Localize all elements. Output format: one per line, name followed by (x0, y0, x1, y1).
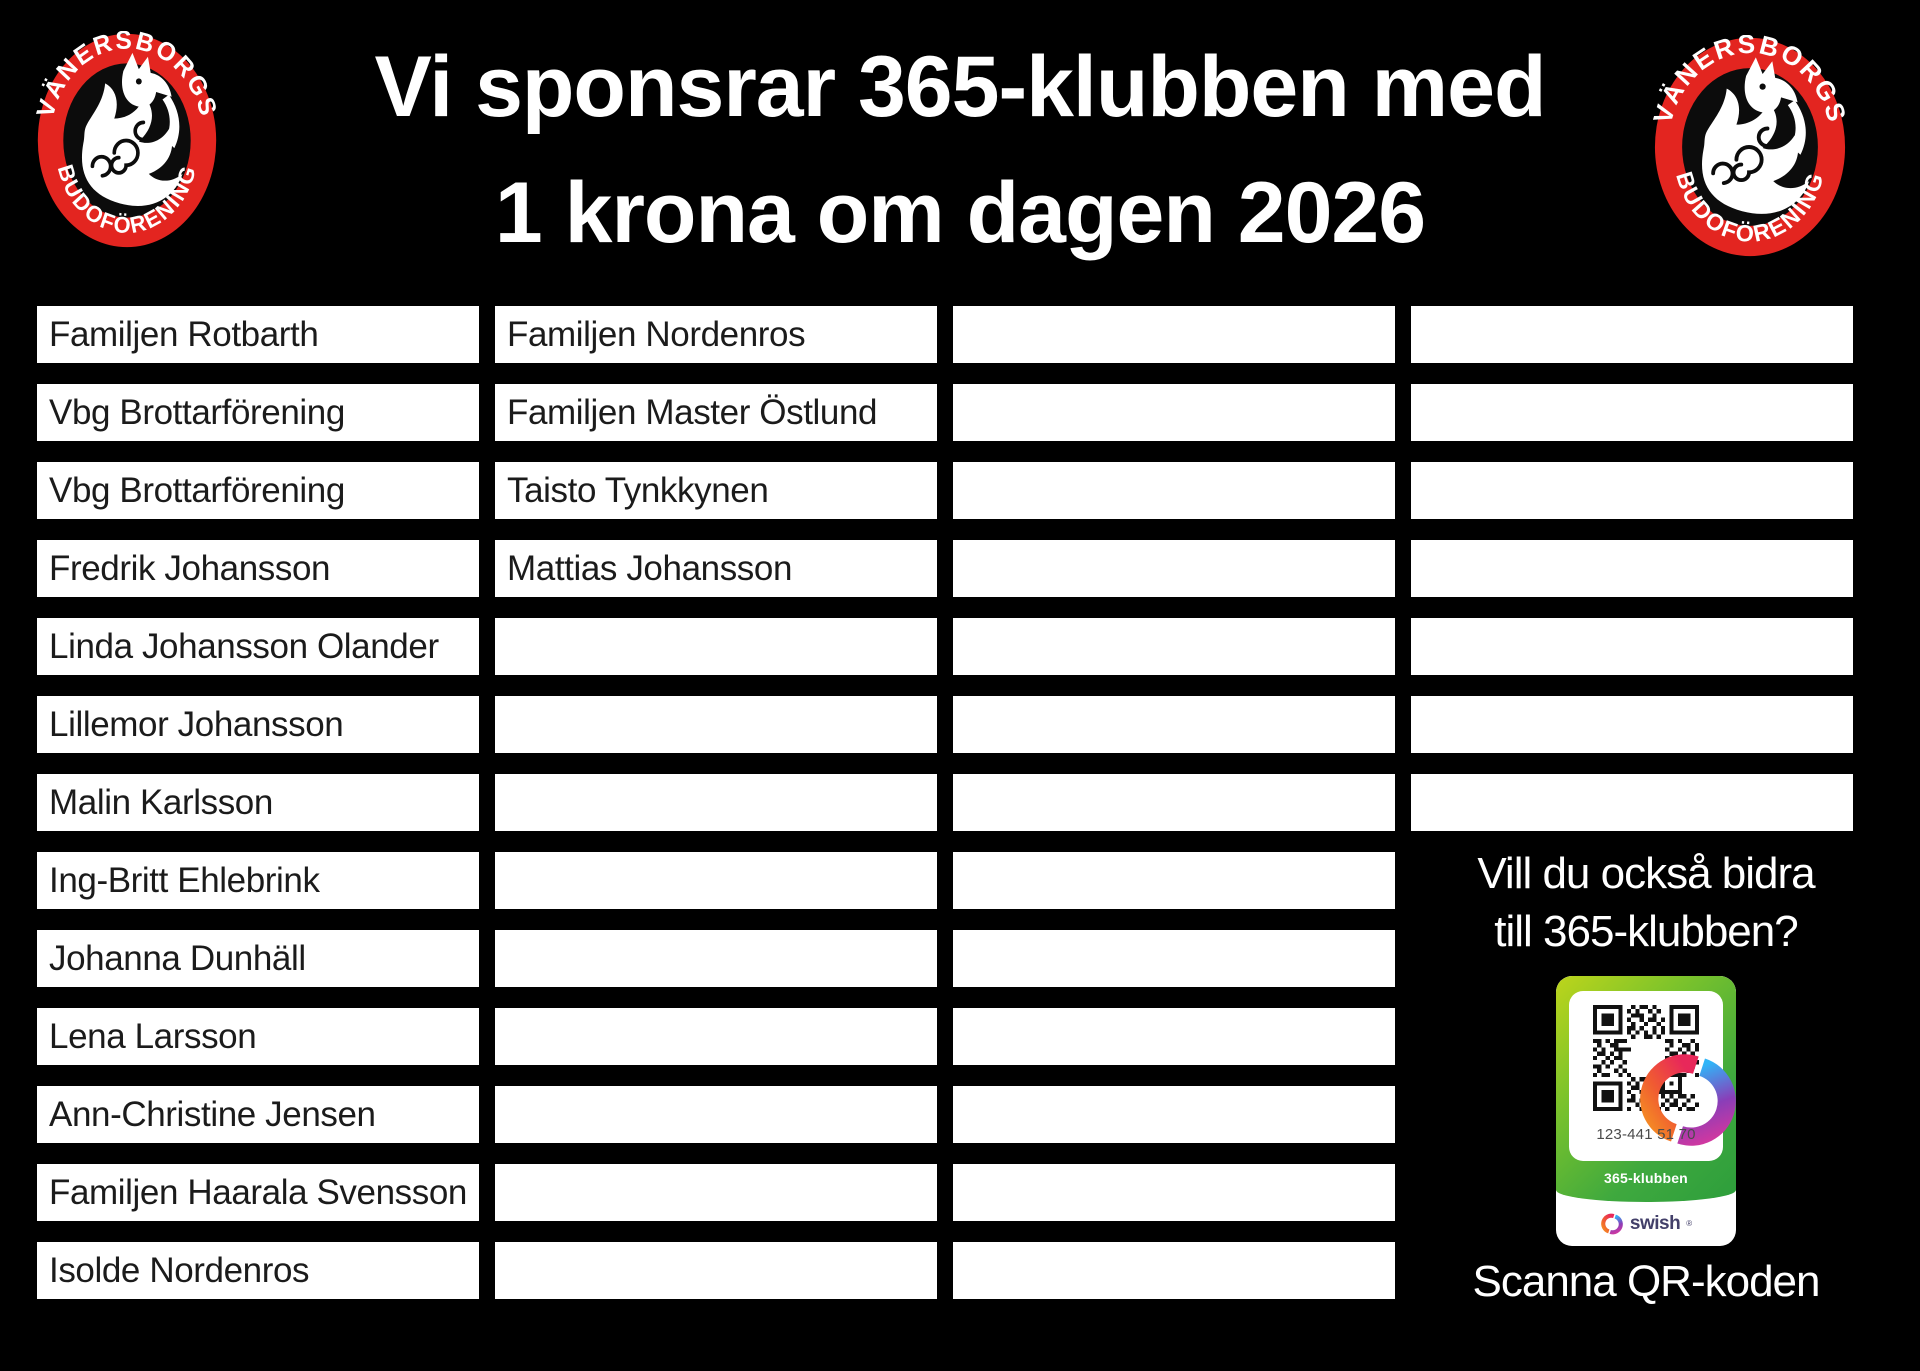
sponsor-cell (1411, 540, 1853, 597)
sponsor-cell (1411, 462, 1853, 519)
sponsor-cell (495, 1242, 937, 1299)
swish-brand-row (1556, 1202, 1736, 1246)
sponsor-cell: Lillemor Johansson (37, 696, 479, 753)
sponsor-cell: Fredrik Johansson (37, 540, 479, 597)
sponsor-cell: Familjen Master Östlund (495, 384, 937, 441)
budo-club-logo-left (36, 31, 218, 250)
sponsor-cell (495, 1164, 937, 1221)
sponsor-cell (1411, 696, 1853, 753)
sponsor-cell (953, 774, 1395, 831)
sponsor-cell (495, 696, 937, 753)
poster-title (218, 24, 1702, 276)
sponsor-cell: Ann-Christine Jensen (37, 1086, 479, 1143)
sponsor-column-4 (1411, 306, 1853, 831)
sponsor-cell: Isolde Nordenros (37, 1242, 479, 1299)
sponsor-cell: Ing-Britt Ehlebrink (37, 852, 479, 909)
sponsor-cell (953, 1242, 1395, 1299)
sponsor-cell (1411, 384, 1853, 441)
title-line-1: Vi sponsrar 365-klubben med (374, 39, 1546, 135)
sponsor-cell (953, 1008, 1395, 1065)
sponsor-cell: Vbg Brottarförening (37, 462, 479, 519)
registered-mark: ® (1686, 1219, 1693, 1228)
sponsor-cell (495, 618, 937, 675)
swish-card-qr-panel (1569, 991, 1723, 1161)
sponsor-cell: Taisto Tynkkynen (495, 462, 937, 519)
promo-question-line-2: till 365-klubben? (1494, 907, 1798, 956)
swish-qr-card (1556, 976, 1736, 1246)
sponsor-column-3 (953, 306, 1395, 1299)
sponsor-column-1 (37, 306, 479, 1299)
sponsor-cell: Familjen Haarala Svensson (37, 1164, 479, 1221)
sponsor-cell (495, 1008, 937, 1065)
sponsor-cell (495, 1086, 937, 1143)
sponsor-cell (953, 540, 1395, 597)
sponsor-cell (495, 852, 937, 909)
sponsor-cell (1411, 774, 1853, 831)
scan-instruction: Scanna QR-koden (1472, 1257, 1820, 1306)
sponsor-cell: Linda Johansson Olander (37, 618, 479, 675)
title-line-2: 1 krona om dagen 2026 (494, 165, 1426, 261)
sponsor-cell (953, 384, 1395, 441)
sponsor-cell (495, 774, 937, 831)
sponsor-cell: Familjen Nordenros (495, 306, 937, 363)
swish-swirl-icon (1600, 1212, 1624, 1236)
sponsor-cell: Johanna Dunhäll (37, 930, 479, 987)
qr-code-icon (1593, 1005, 1699, 1111)
swish-phone-number: 123-441 51 70 (1596, 1126, 1696, 1143)
sponsor-cell (495, 930, 937, 987)
swish-card-label: 365-klubben (1604, 1170, 1688, 1186)
sponsor-cell (953, 696, 1395, 753)
sponsor-cell: Familjen Rotbarth (37, 306, 479, 363)
sponsor-cell: Mattias Johansson (495, 540, 937, 597)
promo-section (1425, 840, 1867, 1308)
promo-question (1425, 840, 1867, 961)
sponsor-cell (953, 930, 1395, 987)
sponsor-cell: Lena Larsson (37, 1008, 479, 1065)
sponsor-cell (953, 1086, 1395, 1143)
promo-question-line-1: Vill du också bidra (1477, 849, 1815, 898)
sponsor-cell: Malin Karlsson (37, 774, 479, 831)
sponsor-cell (953, 618, 1395, 675)
sponsor-cell (953, 306, 1395, 363)
sponsor-column-2 (495, 306, 937, 1299)
sponsor-cell (953, 462, 1395, 519)
sponsor-cell (953, 852, 1395, 909)
sponsor-cell: Vbg Brottarförening (37, 384, 479, 441)
sponsor-cell (1411, 306, 1853, 363)
sponsor-cell (1411, 618, 1853, 675)
swish-wordmark: swish (1629, 1213, 1681, 1234)
sponsor-cell (953, 1164, 1395, 1221)
